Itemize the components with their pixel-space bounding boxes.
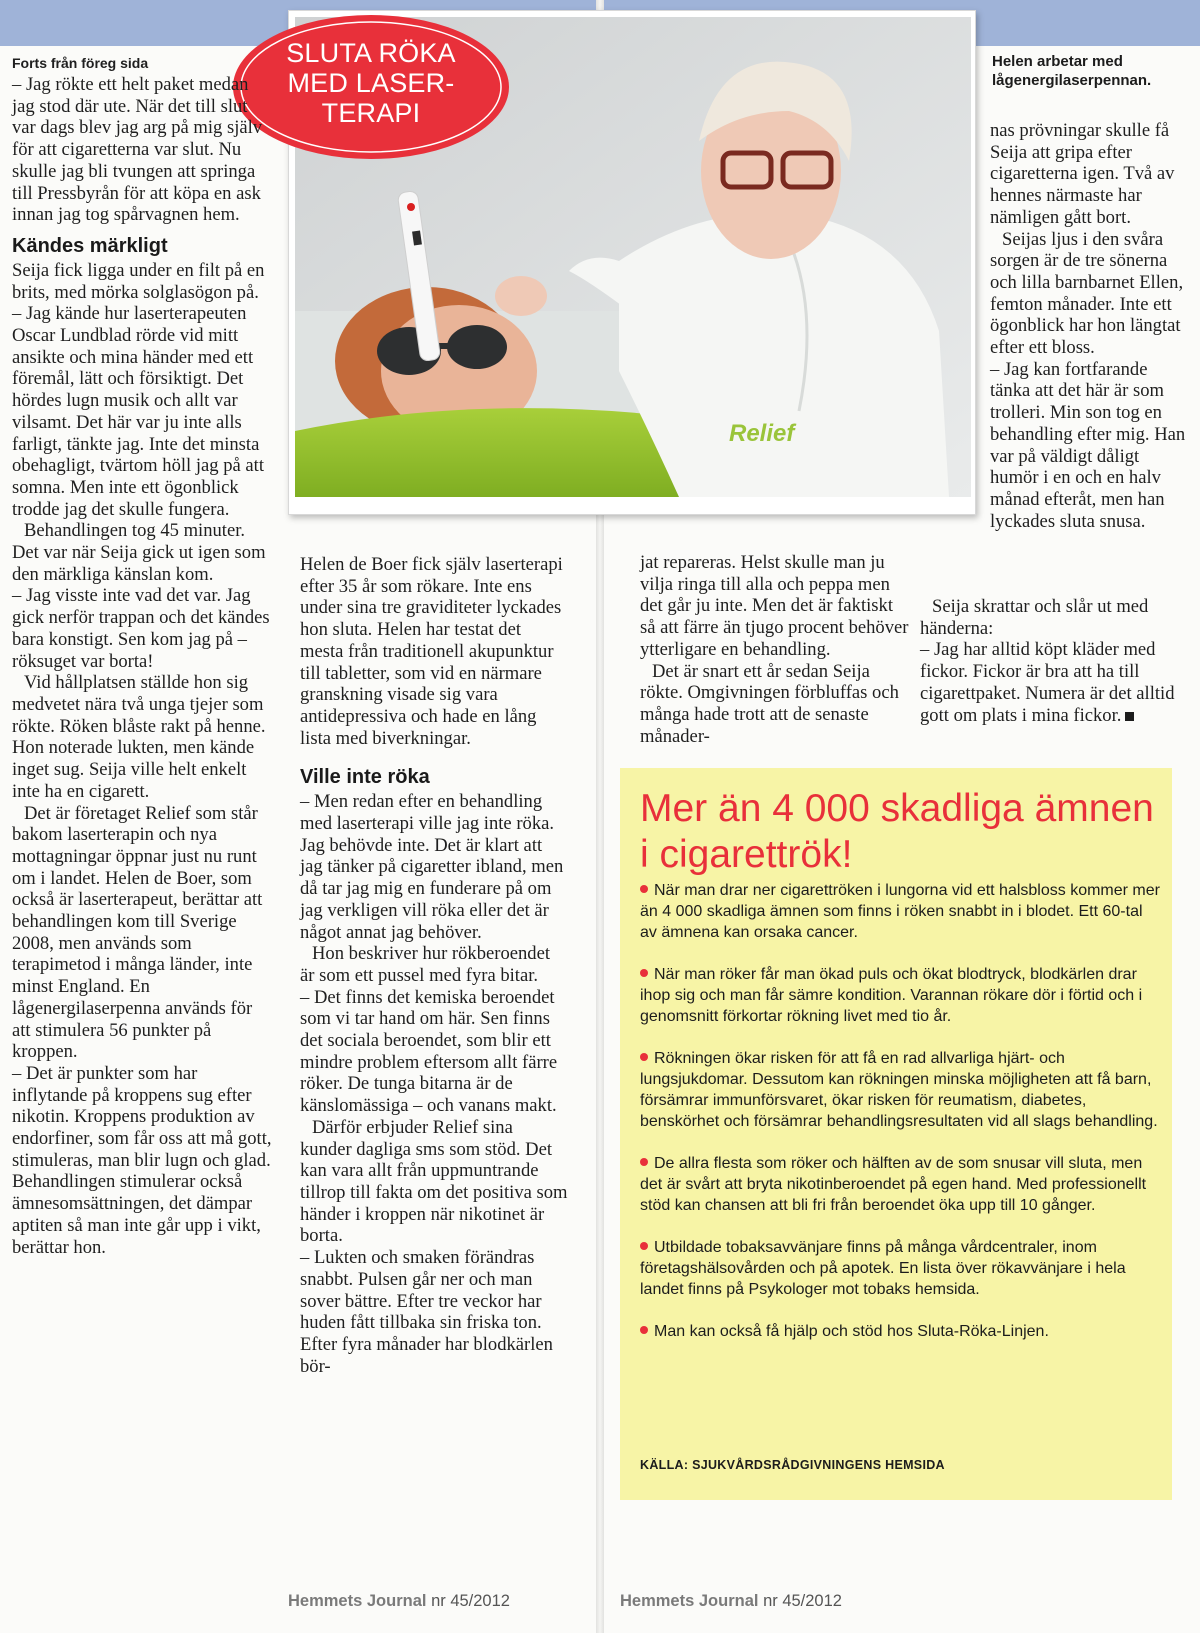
paragraph: – Jag kan fortfarande tänka att det här är som trolleri. Min son tog en behandling efter mig. Han var på väldigt dåligt humör i en och en halv månad efteråt, men han lyckades sluta snusa. <box>990 358 1186 532</box>
issue-number: nr 45/2012 <box>431 1592 510 1610</box>
magazine-name: Hemmets Journal <box>288 1592 427 1610</box>
issue-number: nr 45/2012 <box>763 1592 842 1610</box>
paragraph: – Men redan efter en behandling med laserterapi ville jag inte röka. Jag behövde inte. Det är klart att jag tänker på cigaretter ibland, men då tar jag mig en funderare på om jag verkligen vill röka eller det är något annat jag behöver. <box>300 791 564 943</box>
fact-text: Utbildade tobaksavvänjare finns på många vårdcentraler, inom företagshälsovården och på apotek. En lista över rökavvänjare i hela landet finns på Psykologer mot tobaks hemsida. <box>640 1239 1126 1298</box>
fact-text: Man kan också få hjälp och stöd hos Sluta-Röka-Linjen. <box>654 1323 1049 1340</box>
fact-source: KÄLLA: SJUKVÅRDSRÅDGIVNINGENS HEMSIDA <box>640 1458 945 1472</box>
paragraph: Helen de Boer fick själv laserterapi efter 35 år som rökare. Inte ens under sina tre graviditeter lyckades hon sluta. Helen har testat det mesta från traditionell akupunktur till tabletter, som vid en närmare granskning visade sig vara antidepressiva och hade en lång lista med biverkningar. <box>300 554 563 749</box>
bullet-icon <box>640 1053 648 1061</box>
badge-line-2: MED LASER- <box>287 68 455 98</box>
closing-text: – Jag har alltid köpt kläder med fickor. Fickor är bra att ha till cigarettpaket. Numera är det alltid gott om plats i mina fickor. <box>920 639 1175 726</box>
list-item <box>640 880 1160 943</box>
paragraph <box>920 639 1190 726</box>
bullet-icon <box>640 969 648 977</box>
badge-line-1: SLUTA RÖKA <box>286 38 456 68</box>
paragraph: – Det är punkter som har inflytande på kroppens sug efter nikotin. Kroppens produktion av endorfiner, som får oss att må gott, stimuleras, man blir lugn och glad. Behandlingen stimulerar också ämnesomsättningen, det dämpar aptiten så man inte går upp i vikt, berättar hon. <box>12 1062 272 1258</box>
fact-list <box>640 880 1160 1363</box>
article-column-right-top <box>990 120 1190 532</box>
bullet-icon <box>640 1326 648 1334</box>
paragraph: Seijas ljus i den svåra sorgen är de tre sönerna och lilla barnbarnet Ellen, femton månader. Inte ett ögonblick har hon längtat efter ett bloss. <box>990 228 1184 359</box>
list-item <box>640 964 1160 1027</box>
badge-line-3: TERAPI <box>321 98 421 128</box>
relief-logo: Relief <box>729 420 795 447</box>
fact-text: När man drar ner cigarettröken i lungorna vid ett halsbloss kommer mer än 4 000 skadliga ämnen som finns i röken snabbt in i blodet. Ett 60-tal av ämnena kan orsaka cancer. <box>640 882 1160 941</box>
paragraph: Seija fick ligga under en filt på en brits, med mörka solglasögon på. <box>12 259 265 303</box>
article-column-4 <box>920 596 1190 726</box>
fact-text: De allra flesta som röker och hälften av de som snusar vill sluta, men det är svårt att bryta nikotinberoendet på egen hand. Med professionellt stöd kan chansen att bli fri från beroendet öka upp till 10 gånger. <box>640 1155 1147 1214</box>
paragraph: jat repareras. Helst skulle man ju vilja ringa till alla och peppa men det går ju inte. Men det är faktiskt så att färre än tjugo procent behöver ytterligare en behandling. <box>640 552 909 660</box>
paragraph: – Jag visste inte vad det var. Jag gick nerför trappan och det kändes bara konstigt. Sen kom jag på – röksuget var borta! <box>12 585 270 672</box>
paragraph: Seija skrattar och slår ut med händerna: <box>920 596 1149 639</box>
bullet-icon <box>640 885 648 893</box>
list-item <box>640 1237 1160 1300</box>
paragraph: – Lukten och smaken förändras snabbt. Pulsen går ner och man sover bättre. Efter tre veckor har huden fått tillbaka sin friska ton. Efter fyra månader har blodkärlen bör- <box>300 1247 553 1377</box>
paragraph: Därför erbjuder Relief sina kunder dagliga sms som stöd. Det kan vara allt från uppmuntrande tillrop till fakta om det positiva som händer i kroppen när nikotinet är borta. <box>300 1116 568 1247</box>
paragraph: – Jag rökte ett helt paket medan jag stod där ute. När det till slut var dags blev jag arg på mig själv för att cigaretterna var slut. Nu skulle jag bli tvungen att springa till Pressbyrån för att köpa en ask innan jag tog spårvagnen hem. <box>12 74 263 226</box>
paragraph: Det är företaget Relief som står bakom laserterapin och nya mottagningar öppnar just nu runt om i landet. Helen de Boer, som också är laserterapeut, berättar att behandlingen kom till Sverige 2008, men används som terapimetod i många länder, inte minst England. En lågenergilaserpenna används för att stimulera 56 punkter på kroppen. <box>12 802 263 1063</box>
magazine-name: Hemmets Journal <box>620 1592 759 1610</box>
article-column-3 <box>640 552 910 747</box>
footer-left <box>288 1592 510 1611</box>
photo-caption: Helen arbetar med lågenergilaserpennan. <box>992 53 1152 89</box>
fact-box <box>620 768 1172 1500</box>
continued-kicker: Forts från föreg sida <box>12 55 149 71</box>
paragraph: nas prövningar skulle få Seija att gripa efter cigaretterna igen. Två av hennes närmaste har nämligen gått bort. <box>990 120 1175 228</box>
paragraph: Behandlingen tog 45 minuter. Det var när Seija gick ut igen som den märkliga känslan kom. <box>12 520 266 585</box>
paragraph: Vid hållplatsen ställde hon sig medvetet nära två unga tjejer som rökte. Röken blåste rakt på henne. Hon noterade lukten, men kände inget sug. Seija ville helt enkelt inte ha en cigarett. <box>12 672 266 802</box>
paragraph: Hon beskriver hur rökberoendet är som ett pussel med fyra bitar. <box>300 943 551 986</box>
paragraph: – Jag kände hur laserterapeuten Oscar Lundblad rörde vid mitt ansikte och mina händer med ett föremål, lätt och försiktigt. Det hördes lugn musik och allt var vilsamt. Det här var ju inte alls farligt, tänkte jag. Inte det minsta obehagligt, tvärtom höll jag på att somna. Men inte ett ögonblick trodde jag det skulle fungera. <box>12 303 264 520</box>
list-item <box>640 1153 1160 1216</box>
fact-text: Rökningen ökar risken för att få en rad allvarliga hjärt- och lungsjukdomar. Dessutom kan rökningen minska möjligheten att få barn, försämrar immunförsvaret, ökar risken för reumatism, diabetes, benskörhet och försämrar behandlingsresultaten vid all slags behandling. <box>640 1050 1158 1130</box>
article-column-2 <box>300 554 568 1377</box>
fact-text: När man röker får man ökad puls och ökat blodtryck, blodkärlen drar ihop sig och man får sämre kondition. Varannan rökare dör i förtid och i genomsnitt förkortar rökning livet med tio år. <box>640 966 1143 1025</box>
footer-right <box>620 1592 842 1611</box>
list-item <box>640 1048 1160 1132</box>
end-mark-icon <box>1125 712 1134 721</box>
subheading: Ville inte röka <box>300 766 430 789</box>
list-item <box>640 1321 1160 1342</box>
paragraph: Det är snart ett år sedan Seija rökte. Omgivningen förbluffas och många hade trott att de senaste månader- <box>640 660 899 747</box>
paragraph: – Det finns det kemiska beroendet som vi tar hand om här. Sen finns det sociala beroendet, som blir ett mindre problem eftersom allt färre röker. De tunga bitarna är de känslomässiga – och vanans makt. <box>300 986 558 1117</box>
fact-box-title: Mer än 4 000 skadliga ämnen i cigarettrök! <box>640 787 1154 876</box>
bullet-icon <box>640 1242 648 1250</box>
bullet-icon <box>640 1158 648 1166</box>
subheading: Kändes märkligt <box>12 234 168 257</box>
article-column-1 <box>12 54 274 1258</box>
